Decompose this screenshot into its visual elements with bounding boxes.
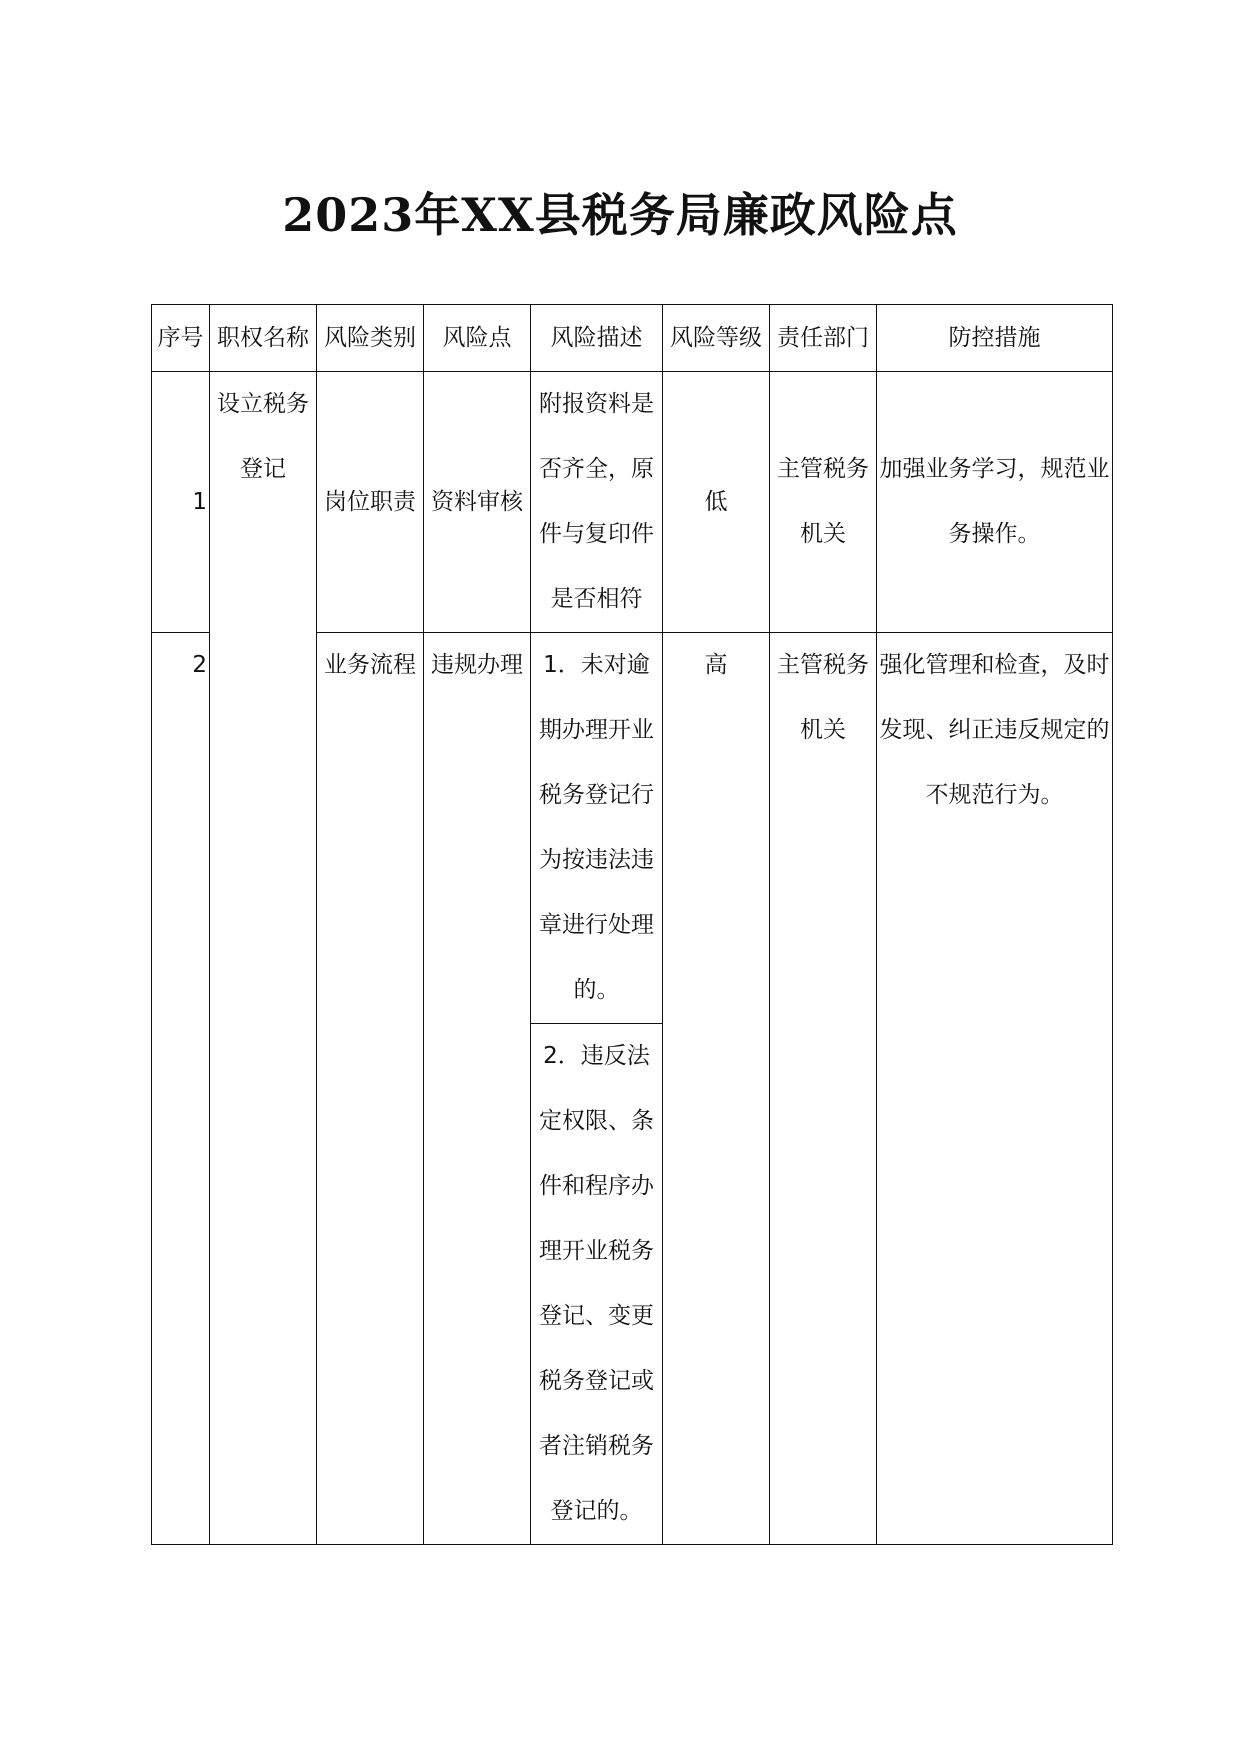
- cell-point: 违规办理: [424, 633, 531, 1545]
- header-department: 责任部门: [770, 305, 877, 372]
- cell-description: 2．违反法定权限、条件和程序办理开业税务登记、变更税务登记或者注销税务登记的。: [531, 1024, 663, 1545]
- cell-measures: 强化管理和检查，及时发现、纠正违反规定的不规范行为。: [877, 633, 1113, 1545]
- table-row: [152, 372, 1113, 633]
- cell-description: 附报资料是否齐全，原件与复印件是否相符: [531, 372, 663, 633]
- cell-department: 主管税务机关: [770, 372, 877, 633]
- cell-point: 资料审核: [424, 372, 531, 633]
- cell-department: 主管税务机关: [770, 633, 877, 1545]
- table-header-row: [152, 305, 1113, 372]
- header-description: 风险描述: [531, 305, 663, 372]
- header-point: 风险点: [424, 305, 531, 372]
- header-seq: 序号: [152, 305, 210, 372]
- header-authority: 职权名称: [210, 305, 317, 372]
- cell-seq: 2: [152, 633, 210, 1545]
- cell-measures: 加强业务学习，规范业务操作。: [877, 372, 1113, 633]
- header-level: 风险等级: [663, 305, 770, 372]
- cell-description: 1．未对逾期办理开业税务登记行为按违法违章进行处理的。: [531, 633, 663, 1024]
- risk-table: [151, 304, 1113, 1545]
- page-title: 2023年XX县税务局廉政风险点: [282, 188, 958, 242]
- cell-level: 低: [663, 372, 770, 633]
- cell-category: 业务流程: [317, 633, 424, 1545]
- cell-seq: 1: [152, 372, 210, 633]
- cell-authority: 设立税务登记: [210, 372, 317, 1545]
- header-measures: 防控措施: [877, 305, 1113, 372]
- cell-level: 高: [663, 633, 770, 1545]
- header-category: 风险类别: [317, 305, 424, 372]
- cell-category: 岗位职责: [317, 372, 424, 633]
